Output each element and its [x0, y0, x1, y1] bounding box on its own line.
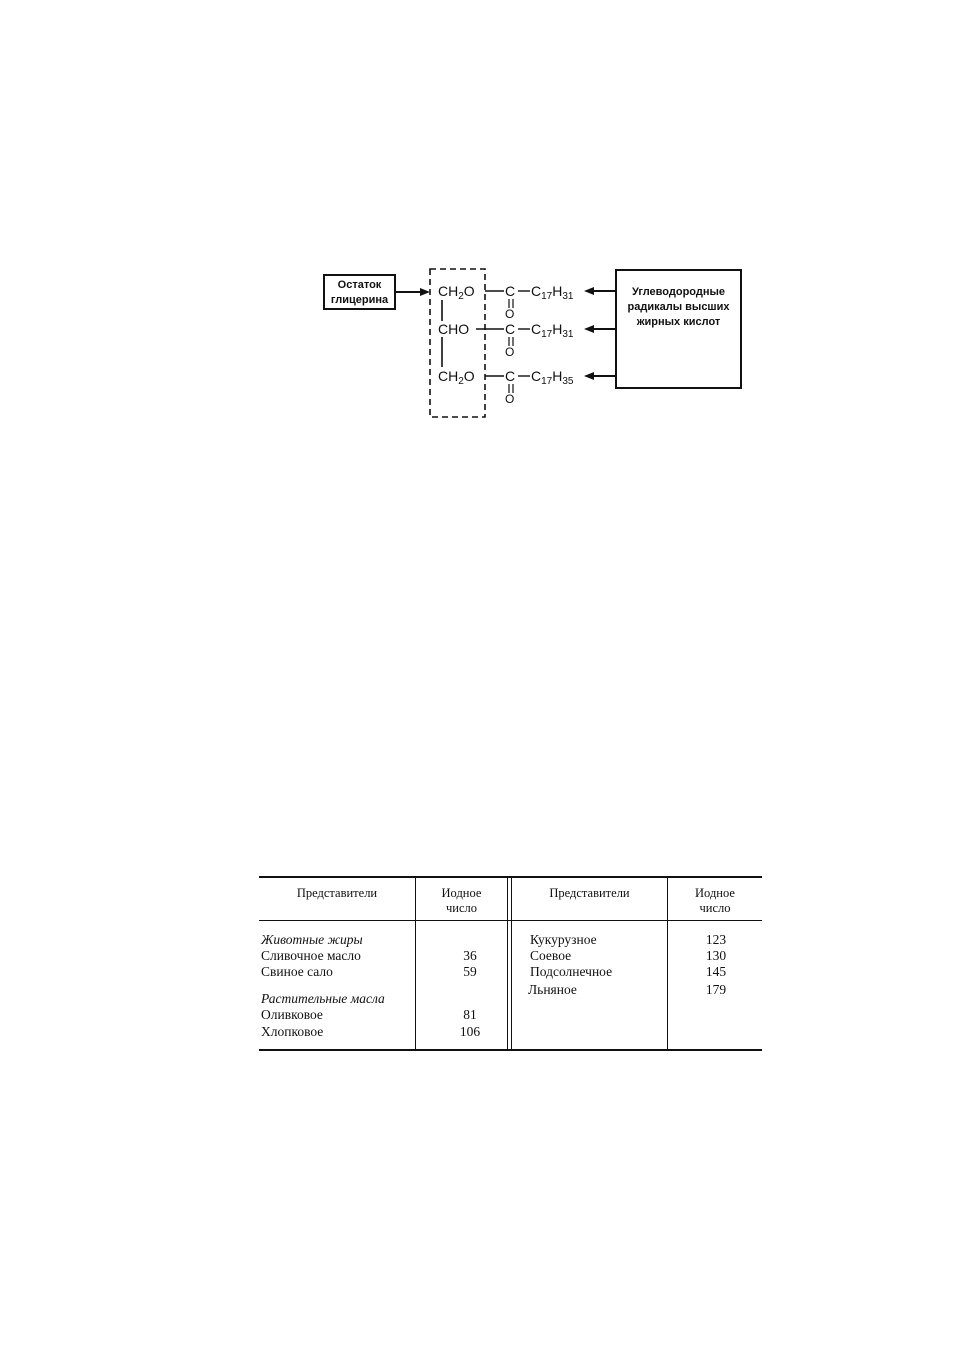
glycerol-residue-label: Остаток глицерина: [323, 274, 396, 310]
group-animal-fats: Животные жиры: [261, 932, 363, 947]
table-double-divider-b: [511, 876, 512, 1051]
row-value-right-0: 123: [705, 932, 727, 947]
row-name-left-2: Оливковое: [261, 1007, 323, 1022]
header-iodine-left-line1: Иодное: [441, 886, 482, 900]
header-representatives-right: Представители: [549, 886, 630, 900]
fatty-chain-2: $C_{17}H_{31}$: [531, 321, 574, 340]
row-value-left-3: 106: [459, 1024, 481, 1039]
glycerol-ch2o-1: $CH_2O$: [438, 283, 475, 302]
carbonyl-o-2: O: [505, 345, 515, 359]
fatty-chain-1: $C_{17}H_{31}$: [531, 283, 574, 302]
carbonyl-o-3: O: [505, 392, 515, 406]
fatty-chain-3: $C_{17}H_{35}$: [531, 368, 574, 387]
row-name-right-1: Соевое: [530, 948, 572, 963]
row-value-right-1: 130: [705, 948, 727, 963]
carbonyl-c-2: C: [505, 321, 516, 337]
table-double-divider-a: [507, 876, 508, 1051]
row-name-right-0: Кукурузное: [530, 932, 597, 947]
row-name-right-2: Подсолнечное: [530, 964, 613, 979]
glycerol-ch2o-3: $CH_2O$: [438, 368, 475, 387]
row-value-right-3: 179: [705, 982, 727, 997]
triglyceride-diagram: [300, 255, 760, 435]
glycerol-cho-2: CHO: [438, 321, 470, 337]
header-iodine-left-line2: число: [445, 901, 477, 915]
header-iodine-right-line1: Иодное: [695, 886, 735, 900]
row-value-right-2: 145: [705, 964, 727, 979]
group-plant-oils: Растительные масла: [261, 991, 385, 1006]
row-value-left-1: 59: [463, 964, 477, 979]
header-iodine-right-line2: число: [699, 901, 731, 915]
carbonyl-c-3: C: [505, 368, 516, 384]
row-name-left-0: Сливочное масло: [261, 948, 361, 963]
row-name-left-1: Свиное сало: [261, 964, 333, 979]
row-name-left-3: Хлопковое: [261, 1024, 324, 1039]
carbonyl-o-1: O: [505, 307, 515, 321]
header-representatives-left: Представители: [296, 886, 378, 900]
row-name-right-3: Льняное: [528, 982, 577, 997]
fatty-acid-radicals-label: Углеводородные радикалы высших жирных кислот: [615, 269, 742, 389]
row-value-left-2: 81: [463, 1007, 477, 1022]
iodine-number-table: [259, 876, 762, 1052]
carbonyl-c-1: C: [505, 283, 516, 299]
row-value-left-0: 36: [463, 948, 477, 963]
